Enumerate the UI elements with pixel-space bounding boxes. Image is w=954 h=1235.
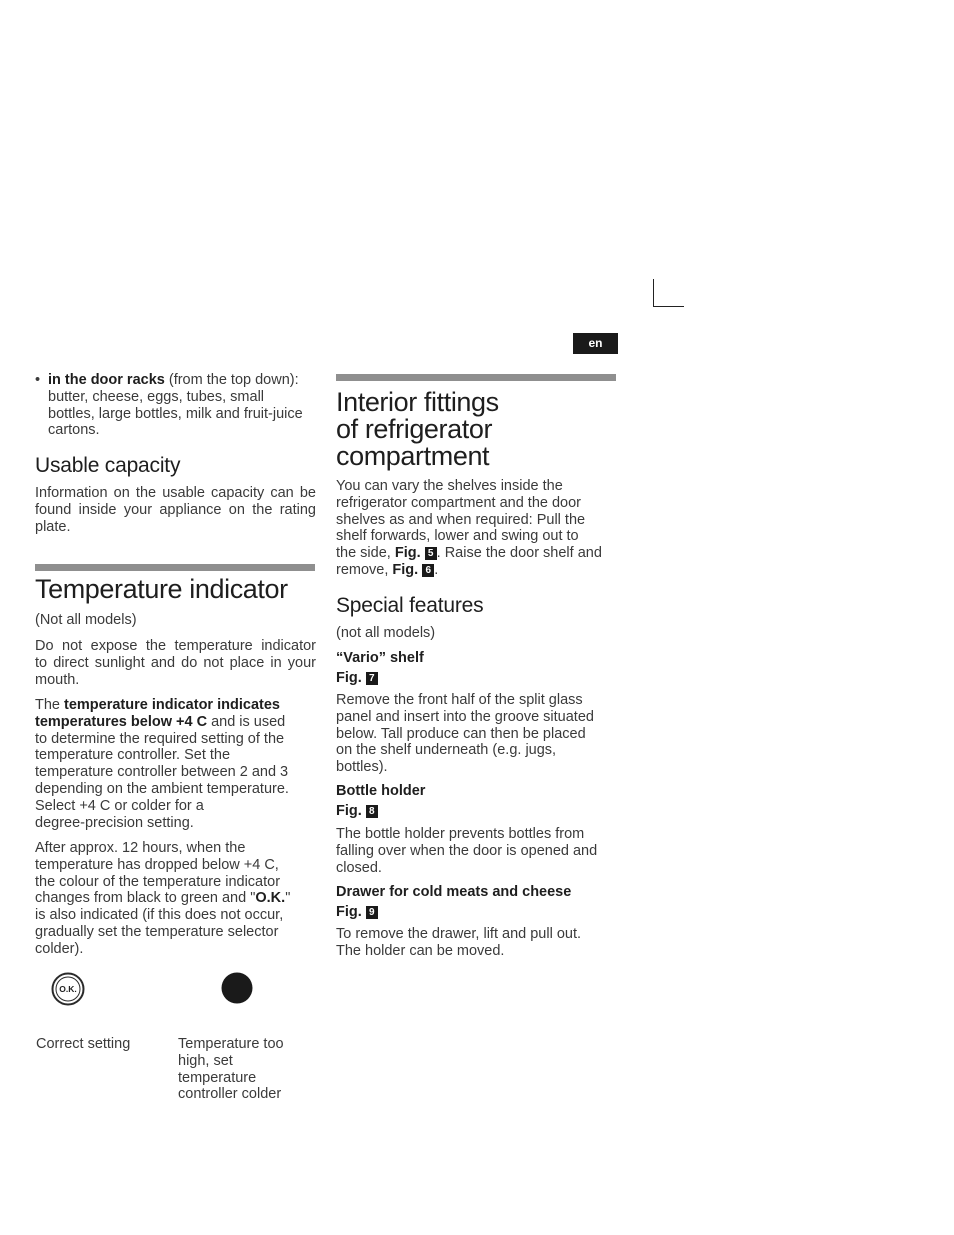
text-line: bottles). <box>336 759 388 776</box>
correct-setting-caption: Correct setting <box>36 1036 131 1052</box>
drawer-text <box>336 926 616 960</box>
text-line: depending on the ambient temperature. <box>35 780 289 797</box>
fig-label: Fig. <box>336 670 362 686</box>
not-all-models-note: (Not all models) <box>35 612 137 628</box>
ok-indicator-icon <box>51 972 85 1006</box>
text-line: To remove the drawer, lift and pull out. <box>336 926 582 942</box>
text-line: mouth. <box>35 671 80 688</box>
bottle-fig-ref <box>336 803 378 819</box>
text-line: degree-precision setting. <box>35 814 194 831</box>
special-features-heading: Special features <box>336 594 484 617</box>
text-line: Do not expose the temperature indicator <box>35 638 316 654</box>
figure-number-badge: 7 <box>366 672 378 685</box>
interior-fittings-heading <box>336 389 499 470</box>
ok-indicator-label: O.K. <box>59 984 77 994</box>
text-line: temperature controller. Set the <box>35 747 231 764</box>
usable-capacity-text <box>35 485 316 535</box>
temp-paragraph-3 <box>35 840 316 958</box>
heading-line: compartment <box>336 441 490 471</box>
fig-label: Fig. <box>394 545 421 562</box>
bold-text: temperatures below +4 C <box>35 713 208 730</box>
door-racks-line: cartons. <box>48 422 100 439</box>
text-line: The holder can be moved. <box>336 942 505 959</box>
door-racks-line: butter, cheese, eggs, tubes, small <box>48 388 265 405</box>
text-line: Information on the usable capacity can be <box>35 485 316 501</box>
text-line: panel and insert into the groove situated <box>336 708 594 725</box>
vario-fig-ref <box>336 670 378 686</box>
figure-number-badge: 9 <box>366 906 378 919</box>
text-line: controller colder <box>178 1086 282 1103</box>
text-line: shelves as and when required: Pull the <box>336 511 586 528</box>
bottle-holder-title: Bottle holder <box>336 783 426 799</box>
text-line: You can vary the shelves inside the <box>336 478 563 494</box>
text-line: temperature controller between 2 and 3 <box>35 764 289 781</box>
too-high-caption <box>178 1036 298 1103</box>
black-indicator-icon <box>221 972 253 1004</box>
bullet: • <box>35 372 41 388</box>
text-line: on the shelf underneath (e.g. jugs, <box>336 742 557 759</box>
temperature-indicator-heading: Temperature indicator <box>35 574 288 604</box>
section-rule <box>336 374 616 381</box>
special-not-all-models: (not all models) <box>336 625 436 641</box>
text-line: below. Tall produce can then be placed <box>336 725 586 742</box>
text-line: shelf forwards, lower and swing out to <box>336 528 579 545</box>
text-line: closed. <box>336 859 382 876</box>
bold-text: O.K. <box>255 890 286 907</box>
text-span: changes from black to green and " <box>35 890 256 907</box>
language-tab-label: en <box>588 336 603 350</box>
figure-number-badge: 5 <box>425 547 437 560</box>
text-line: the colour of the temperature indicator <box>35 873 281 890</box>
door-racks-line: bottles, large bottles, milk and fruit-juice <box>48 405 303 422</box>
text-line: to determine the required setting of the <box>35 730 285 747</box>
section-rule <box>35 564 315 571</box>
door-racks-lead: in the door racks <box>48 372 165 388</box>
text-line: The bottle holder prevents bottles from <box>336 826 585 842</box>
text-line: colder). <box>35 940 84 957</box>
text-span: . <box>434 561 439 578</box>
text-line: gradually set the temperature selector <box>35 923 279 940</box>
figure-number-badge: 8 <box>366 805 378 818</box>
text-span: the side, <box>336 545 395 562</box>
text-line: temperature <box>178 1069 257 1086</box>
crop-mark <box>653 279 684 307</box>
text-line: refrigerator compartment and the door <box>336 494 582 511</box>
door-racks-item <box>35 372 317 439</box>
text-line: falling over when the door is opened and <box>336 842 598 859</box>
text-line: Temperature too <box>178 1036 284 1052</box>
vario-shelf-title: “Vario” shelf <box>336 650 424 666</box>
text-line: is also indicated (if this does not occur, <box>35 907 284 924</box>
text-line: Remove the front half of the split glass <box>336 692 583 708</box>
text-line: found inside your appliance on the rating <box>35 501 316 518</box>
text-span: remove, <box>336 561 393 578</box>
heading-line: Interior fittings <box>336 387 499 417</box>
language-tab <box>573 333 618 354</box>
heading-line: of refrigerator <box>336 414 493 444</box>
temp-paragraph-1 <box>35 638 316 688</box>
usable-capacity-heading: Usable capacity <box>35 454 181 477</box>
text-line: Select +4 C or colder for a <box>35 797 204 814</box>
door-racks-text: (from the top down): <box>164 372 299 388</box>
text-span: The <box>35 697 65 713</box>
text-line: temperature has dropped below +4 C, <box>35 856 279 873</box>
text-line: to direct sunlight and do not place in your <box>35 654 316 671</box>
temp-paragraph-2 <box>35 697 316 831</box>
drawer-title: Drawer for cold meats and cheese <box>336 884 572 900</box>
interior-fittings-text <box>336 478 616 579</box>
text-span: " <box>285 890 291 907</box>
bottle-holder-text <box>336 826 616 876</box>
text-line: After approx. 12 hours, when the <box>35 840 246 856</box>
figure-number-badge: 6 <box>422 564 434 577</box>
fig-label: Fig. <box>336 803 362 819</box>
fig-label: Fig. <box>336 904 362 920</box>
text-line: plate. <box>35 518 71 535</box>
text-span: and is used <box>207 713 286 730</box>
text-span: . Raise the door shelf and <box>436 545 602 562</box>
drawer-fig-ref <box>336 904 378 920</box>
text-line: high, set <box>178 1052 233 1069</box>
fig-label: Fig. <box>392 561 419 578</box>
vario-shelf-text <box>336 692 616 776</box>
bold-text: temperature indicator indicates <box>64 697 280 713</box>
